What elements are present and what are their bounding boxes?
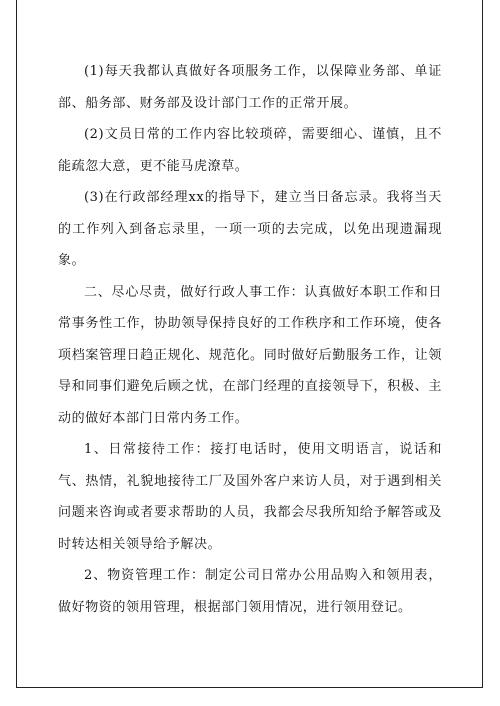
paragraph-6: 2、物资管理工作：制定公司日常办公用品购入和领用表，做好物资的领用管理，根据部门领用情况，进行领用登记。 — [58, 568, 442, 615]
paragraph-1: (1)每天我都认真做好各项服务工作，以保障业务部、单证部、船务部、财务部及设计部门工作的正常开展。 — [58, 64, 442, 111]
paragraph-2: (2)文员日常的工作内容比较琐碎，需要细心、谨慎，且不能疏忽大意，更不能马虎潦草。 — [58, 127, 442, 174]
paragraph-3: (3)在行政部经理xx的指导下，建立当日备忘录。我将当天的工作列入到备忘录里，一项一项的去完成，以免出现遗漏现象。 — [58, 190, 442, 268]
paragraph-5: 1、日常接待工作：接打电话时，使用文明语言，说话和气、热情，礼貌地接待工厂及国外客户来访人员，对于遇到相关问题来咨询或者要求帮助的人员，我都会尽我所知给予解答或及时转达相关领导给予解决。 — [58, 442, 442, 552]
document-body — [58, 56, 442, 623]
paragraph-4: 二、尽心尽责，做好行政人事工作：认真做好本职工作和日常事务性工作，协助领导保持良好的工作秩序和工作环境，使各项档案管理日趋正规化、规范化。同时做好后勤服务工作，让领导和同事们避免后顾之忧，在部门经理的直接领导下，积极、主动的做好本部门日常内务工作。 — [58, 284, 442, 426]
